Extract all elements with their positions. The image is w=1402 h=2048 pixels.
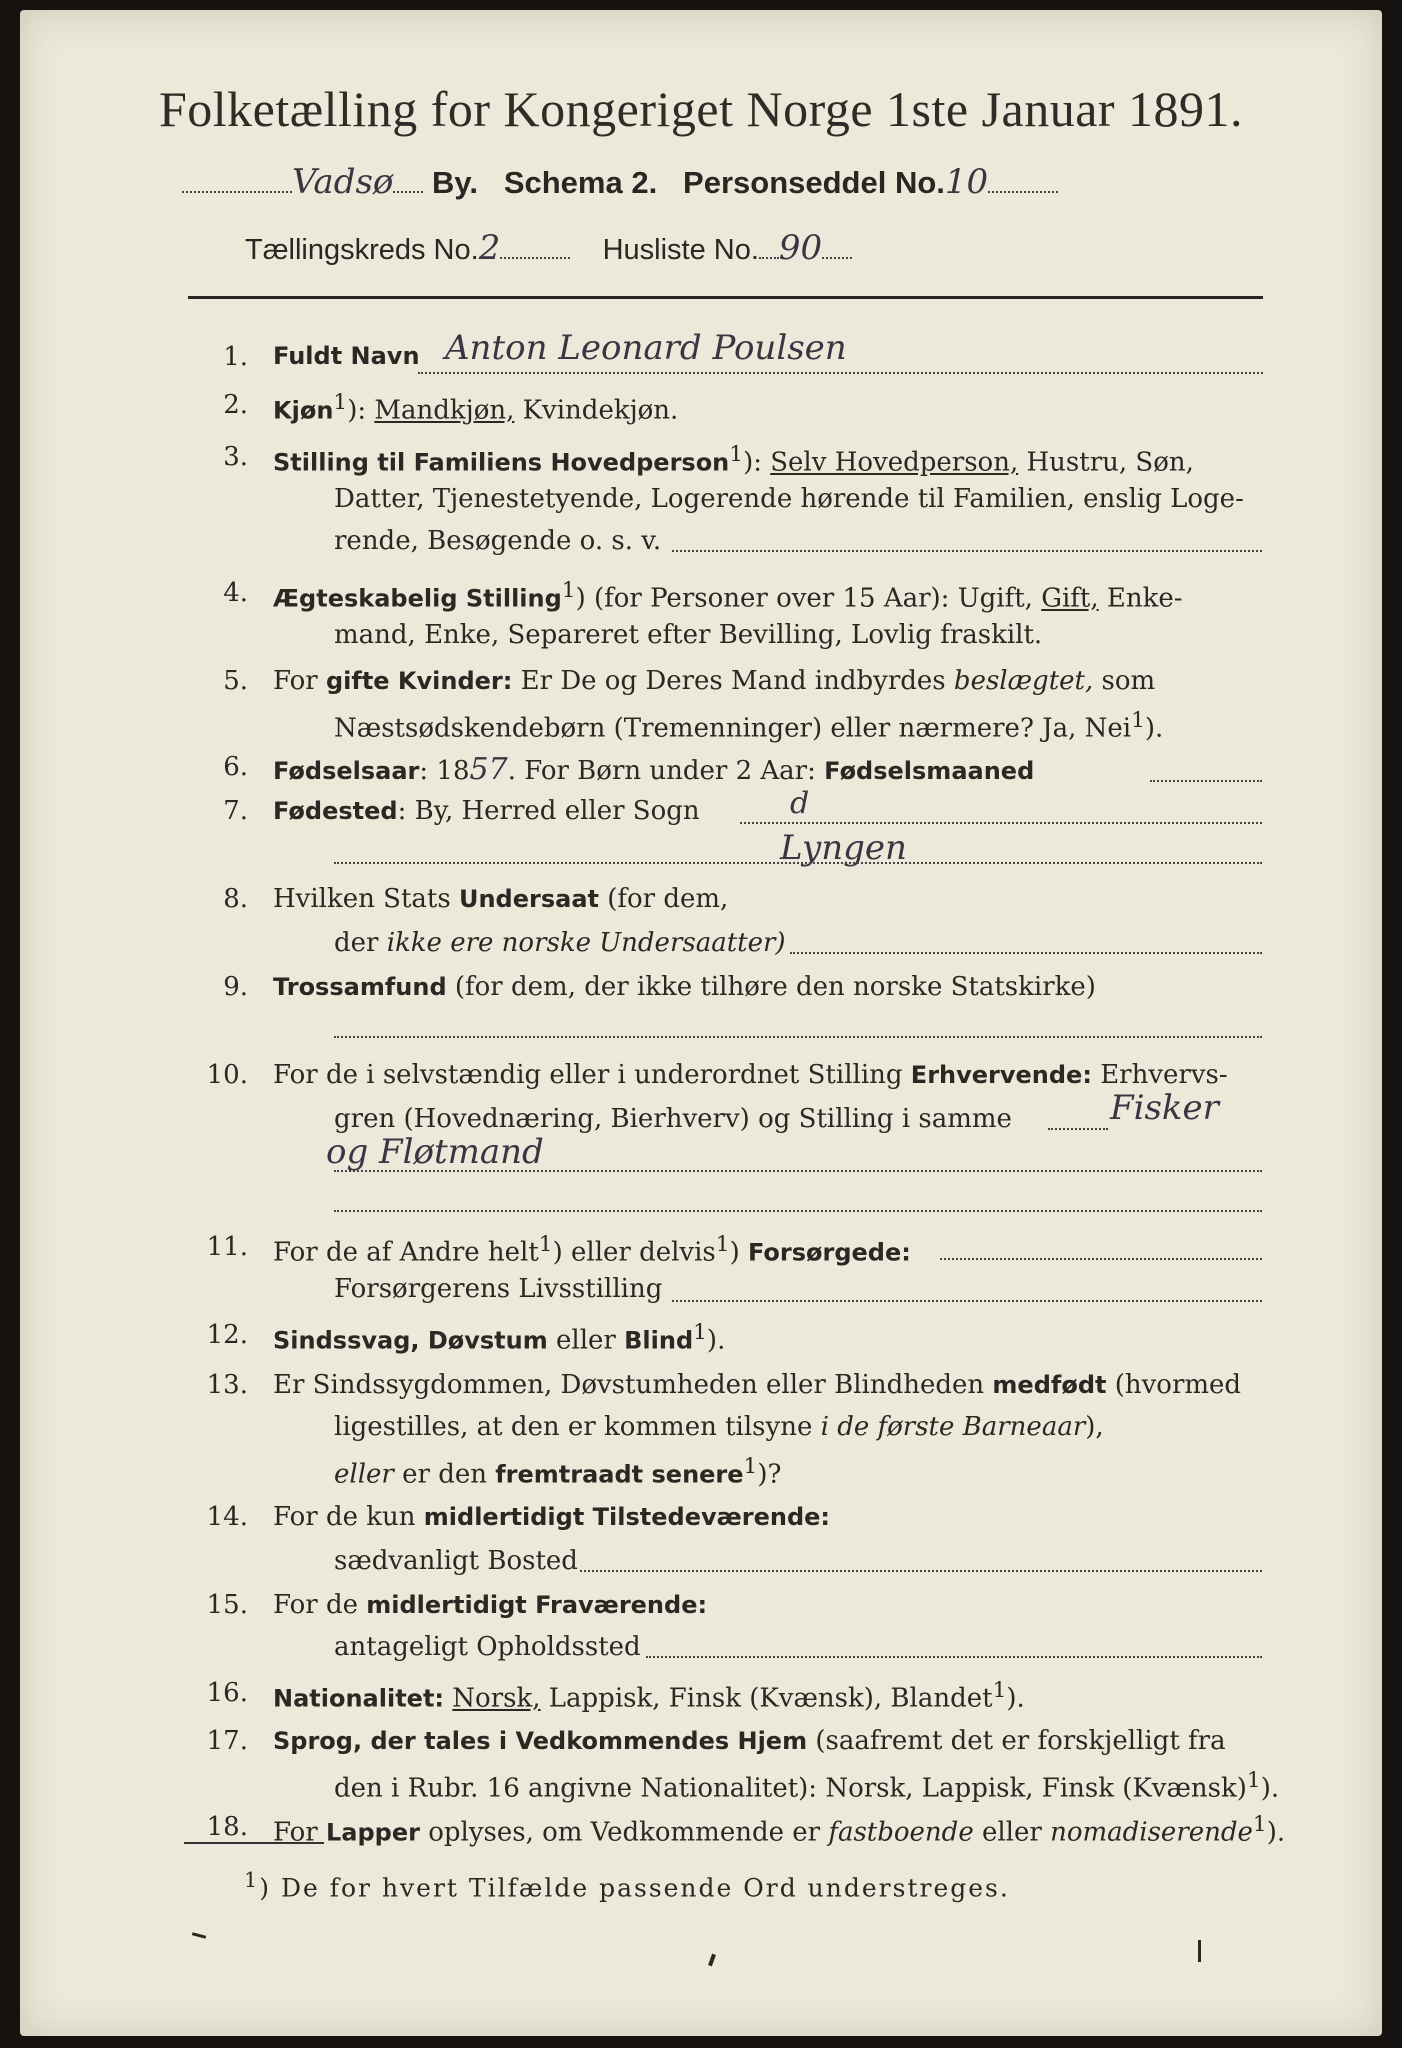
dot-leader (646, 1656, 1262, 1658)
question-number: 16. (206, 1678, 248, 1708)
dot-leader (759, 256, 779, 259)
dot-leader (334, 1210, 1262, 1212)
question-number: 11. (206, 1232, 248, 1262)
question-number: 2. (223, 390, 248, 420)
text-line: antageligt Opholdssted (334, 1632, 641, 1662)
husliste-number: 90 (778, 228, 823, 268)
dot-leader (182, 190, 292, 193)
footnote (244, 1868, 1010, 1902)
question-label: Undersaat (458, 885, 599, 913)
ink-mark (192, 1932, 206, 1939)
city-line (182, 162, 1058, 202)
text-fragment: ) (729, 1237, 740, 1268)
text-fragment: ikke ere norske Undersaatter) (386, 928, 786, 958)
text-fragment: Hvilken Stats (273, 884, 451, 914)
text-fragment: For de (273, 1590, 358, 1620)
question-number: 1. (223, 342, 248, 372)
question-number: 15. (206, 1590, 248, 1620)
question-label: medfødt (992, 1371, 1107, 1399)
option-selected: Selv Hovedperson, (770, 447, 1019, 478)
text-fragment: ligestilles, at den er kommen tilsyne (334, 1412, 813, 1442)
text-fragment: nomadiserende (1050, 1817, 1253, 1848)
text-fragment: : 18 (419, 756, 470, 786)
text-fragment: For de kun (273, 1502, 416, 1532)
question-label: Sindssvag, Døvstum (273, 1326, 548, 1355)
text-fragment: Erhvervs- (1100, 1060, 1228, 1090)
text-fragment: eller (556, 1325, 616, 1356)
question-number: 13. (206, 1370, 248, 1400)
text-fragment: ), (1085, 1412, 1104, 1442)
header-divider (188, 296, 1263, 299)
text-fragment: ): (347, 395, 367, 426)
text-fragment: i de første Barneaar (820, 1412, 1086, 1442)
text-fragment: oplyses, om Vedkommende er (428, 1817, 821, 1848)
footnote-ref: 1 (244, 1868, 260, 1892)
footnote-ref: 1 (561, 578, 576, 603)
question-label: gifte Kvinder: (325, 667, 513, 695)
form-title: Folketælling for Kongeriget Norge 1ste Januar 1891. (158, 81, 1244, 137)
question-label: Blind (624, 1326, 694, 1355)
dot-leader (580, 1570, 1262, 1572)
footnote-ref: 1 (1246, 1768, 1261, 1793)
question-label: Sprog, der tales i Vedkommendes Hjem (273, 1727, 808, 1755)
question-number: 17. (206, 1726, 248, 1756)
personseddel-number: 10 (944, 162, 989, 202)
text-line: mand, Enke, Separeret efter Bevilling, Lovlig fraskilt. (334, 620, 1043, 650)
dot-leader (418, 372, 1263, 374)
question-number: 5. (223, 666, 248, 696)
question-label: Kjøn (273, 396, 334, 425)
kreds-label: Tællingskreds No. (245, 234, 479, 266)
handwritten-occupation: Fisker (1110, 1088, 1219, 1128)
dot-leader (988, 190, 1058, 193)
text-fragment: ) eller delvis (552, 1237, 716, 1268)
footnote-ref: 1 (715, 1232, 730, 1257)
text-fragment: Er Sindssygdommen, Døvstumheden eller Blindheden (273, 1370, 985, 1400)
question-label: Lapper (325, 1818, 420, 1847)
text-fragment: ). (1006, 1683, 1025, 1714)
footnote-ref: 1 (1252, 1812, 1267, 1837)
footnote-ref: 1 (693, 1320, 707, 1345)
question-number: 14. (206, 1502, 248, 1532)
kreds-number: 2 (478, 228, 501, 268)
question-label: Fødested (273, 797, 398, 825)
text-fragment: (hvormed (1114, 1370, 1242, 1400)
question-label: fremtraadt senere (495, 1460, 744, 1489)
text-fragment: ). (1144, 713, 1164, 744)
question-number: 6. (223, 752, 248, 782)
text-fragment: For (273, 666, 318, 696)
question-number: 4. (223, 578, 248, 608)
handwritten-occupation-continued: og Fløtmand (326, 1132, 544, 1172)
text-line: Næstsødskendebørn (Tremenninger) eller nærmere? Ja, Nei (334, 713, 1132, 744)
question-number: 3. (223, 442, 248, 472)
question-number: 9. (223, 972, 248, 1002)
footnote-divider (184, 1842, 324, 1844)
text-fragment: som (1101, 666, 1156, 696)
dot-leader (1150, 780, 1262, 782)
schema-label: Schema 2. (503, 165, 658, 200)
question-label: Trossamfund (273, 973, 447, 1001)
city-handwritten: Vadsø (292, 162, 394, 202)
text-fragment: ) (for Personer over 15 Aar): Ugift, (575, 583, 1033, 614)
option: Kvindekjøn. (522, 395, 679, 426)
option-selected: Norsk, (452, 1683, 541, 1714)
text-fragment: ). (1266, 1817, 1286, 1848)
dot-leader (334, 1036, 1262, 1038)
text-fragment: For (273, 1817, 318, 1848)
question-label: Fødselsmaaned (824, 757, 1035, 785)
text-fragment: . For Børn under 2 Aar: (507, 756, 816, 786)
dot-leader (1048, 1128, 1108, 1130)
text-fragment: ). (706, 1325, 726, 1356)
text-fragment: beslægtet, (953, 666, 1094, 696)
footnote-ref: 1 (992, 1678, 1007, 1703)
dot-leader (334, 1170, 1262, 1172)
dot-leader (790, 952, 1262, 954)
footnote-text: ) De for hvert Tilfælde passende Ord understreges. (259, 1873, 1010, 1903)
census-form-sheet (20, 10, 1382, 2036)
text-fragment: eller (334, 1459, 394, 1490)
personseddel-label: Personseddel No. (683, 165, 945, 200)
text-fragment: Er De og Deres Mand indbyrdes (520, 666, 946, 696)
dot-leader (940, 1258, 1262, 1260)
dot-leader (672, 550, 1262, 552)
footnote-ref: 1 (1131, 708, 1145, 733)
text-line: den i Rubr. 16 angivne Nationalitet): Norsk, Lappisk, Finsk (Kvænsk) (334, 1773, 1247, 1804)
ink-mark (1198, 1940, 1201, 1962)
option: Hustru, Søn, (1026, 447, 1194, 478)
kreds-line (245, 228, 852, 268)
question-label: Erhvervende: (910, 1061, 1092, 1089)
question-number: 8. (223, 884, 248, 914)
text-fragment: ): (743, 447, 762, 478)
text-line: Forsørgerens Livsstilling (334, 1274, 663, 1304)
text-fragment: fastboende (828, 1817, 974, 1848)
dot-leader (334, 862, 1262, 864)
text-fragment: )? (757, 1459, 782, 1490)
question-number: 10. (206, 1060, 248, 1090)
text-fragment: der (334, 928, 379, 958)
footnote-ref: 1 (538, 1232, 553, 1257)
option-selected: Mandkjøn, (374, 395, 515, 426)
text-fragment: For de i selvstændig eller i underordnet Stilling (273, 1060, 903, 1090)
text-fragment: er den (402, 1459, 487, 1490)
question-label: Ægteskabelig Stilling (273, 584, 562, 613)
text-fragment: (saafremt det er forskjelligt fra (815, 1726, 1226, 1756)
text-fragment: Lappisk, Finsk (Kvænsk), Blandet (548, 1683, 993, 1714)
text-fragment: ). (1260, 1773, 1280, 1804)
question-number: 7. (223, 796, 248, 826)
footnote-ref: 1 (729, 442, 744, 467)
text-fragment: : By, Herred eller Sogn (397, 796, 700, 826)
question-label: Stilling til Familiens Hovedperson (273, 448, 730, 477)
handwritten-full-name: Anton Leonard Poulsen (445, 328, 847, 368)
dot-leader (393, 190, 423, 193)
dot-leader (672, 1300, 1262, 1302)
handwritten-mark: d (790, 786, 810, 821)
question-label: midlertidigt Fraværende: (366, 1591, 708, 1619)
dot-leader (500, 256, 570, 259)
option-selected: Gift, (1041, 583, 1099, 614)
husliste-label: Husliste No. (602, 234, 759, 266)
dot-leader (822, 256, 852, 259)
question-number: 12. (206, 1320, 248, 1350)
text-line: gren (Hovednæring, Bierhverv) og Stilling i samme (334, 1104, 1012, 1134)
question-label: Forsørgede: (747, 1238, 911, 1267)
text-line: Datter, Tjenestetyende, Logerende hørende til Familien, enslig Loge- (334, 484, 1244, 514)
text-fragment: For de af Andre helt (273, 1237, 539, 1268)
text-fragment: Enke- (1106, 583, 1183, 614)
question-label: midlertidigt Tilstedeværende: (423, 1503, 831, 1531)
text-line: rende, Besøgende o. s. v. (334, 526, 662, 556)
footnote-ref: 1 (333, 390, 348, 415)
handwritten-birth-year: 57 (469, 752, 508, 787)
ink-mark (708, 1954, 716, 1967)
question-label: Fødselsaar (273, 757, 420, 785)
text-fragment: (for dem, (607, 884, 729, 914)
text-line: sædvanligt Bosted (334, 1546, 578, 1576)
by-label: By. (432, 165, 478, 200)
question-label: Fuldt Navn (273, 342, 420, 370)
question-number: 18. (206, 1812, 248, 1842)
footnote-ref: 1 (743, 1454, 758, 1479)
text-fragment: (for dem, der ikke tilhøre den norske Statskirke) (454, 972, 1096, 1002)
handwritten-birthplace: Lyngen (780, 828, 907, 868)
dot-leader (740, 822, 1262, 824)
text-fragment: eller (981, 1817, 1042, 1848)
question-label: Nationalitet: (273, 1684, 445, 1713)
